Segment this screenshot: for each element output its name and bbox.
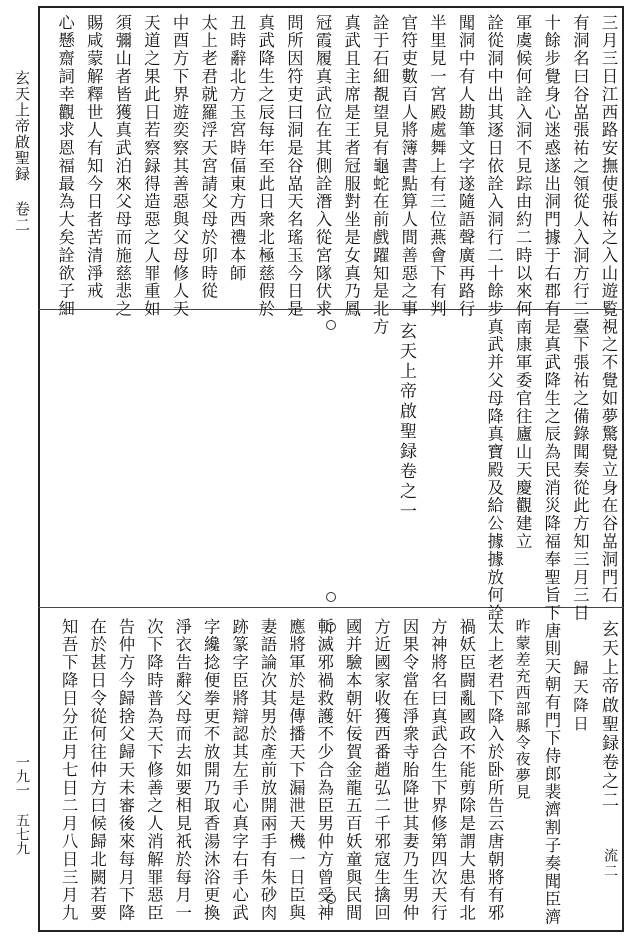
text-column: 妻語論次其男於產前放開兩手有朱砂肉 bbox=[258, 618, 277, 923]
volume-one-end-title: 玄天上帝啟聖録卷之一 bbox=[396, 322, 416, 522]
text-column: 方神將名曰真武合生下界修第四次天行 bbox=[428, 618, 448, 923]
text-column: 唐則天朝有門下侍郎裴濟割子奏聞臣濟 bbox=[542, 622, 561, 927]
book-title: 玄天上帝啟聖録 卷二 bbox=[13, 70, 31, 233]
text-column: 詮于石細覩望見有龜蛇在前戲躍知是北方 bbox=[370, 14, 390, 337]
text-column: 在於甚日令從何往仲方曰候歸北闕若要 bbox=[87, 618, 107, 923]
text-column: 聞洞中有人勘筆文字遂隨語聲廣再路行 bbox=[456, 14, 475, 319]
text-column: 次下降時普為天下修善之人消解罪惡臣 bbox=[144, 618, 164, 923]
text-column: 知吾下降日分正月七日二月八日三月九 bbox=[59, 618, 79, 923]
text-column: 須彌山者皆獲真武泊來父母而施慈悲之 bbox=[112, 14, 132, 319]
chapter-title: 歸天降日 bbox=[571, 660, 589, 734]
text-column: 跡篆字臣將辯認其左手心真字右手心武 bbox=[229, 618, 249, 923]
corner-mark: 流二 bbox=[602, 848, 618, 880]
text-column: 真武并父母降真寶殿及給公據據放何詮 bbox=[484, 318, 504, 623]
text-column: 告仲方今歸捨父歸天未審後來每月下降 bbox=[116, 618, 135, 923]
text-column: 禍妖臣闘亂國政不能剪除是謂大患有北 bbox=[456, 618, 476, 923]
text-column: 冠霞履真武位在其側詮潛入從宮隊伏求 bbox=[313, 14, 332, 319]
text-column: 真武降生之辰每年至此日衆北極慈假於 bbox=[255, 14, 275, 319]
text-column: 真武且主席是王者冠服對坐是女真乃鳳 bbox=[341, 14, 361, 319]
text-column: 軍虞候何詮入洞不見踪由約二時以來何 bbox=[513, 14, 533, 319]
text-column: 國并驗本朝奸佞賀金龍五百妖童與民間 bbox=[343, 618, 363, 923]
text-column: 太上老君下降入於卧所告云唐朝將有邪 bbox=[485, 618, 505, 923]
text-column: 有洞名曰谷嵓張祐之領從人入洞方行二 bbox=[570, 14, 590, 319]
text-column: 半里見一宮殿處舞上有三位燕會下有判 bbox=[427, 14, 447, 319]
binding-hole-icon bbox=[326, 592, 336, 602]
text-column: 賜咸蒙解釋世人有知今日者苦清淨戒 bbox=[84, 14, 104, 301]
text-column: 天道之果此日若察録得造惡之人罪重如 bbox=[141, 14, 161, 319]
binding-hole-icon bbox=[326, 320, 336, 330]
text-column: 心懸齋詞幸觀求恩福最為大矣詮欲子細 bbox=[55, 14, 75, 319]
text-column: 中酉方下界遊奕察其善惡與父母修人天 bbox=[170, 14, 189, 319]
text-column: 太上老君就羅浮天宮請父母於卯時從 bbox=[198, 14, 218, 301]
text-column: 視之不覺如夢驚覺立身在谷嵓洞門石 bbox=[599, 318, 618, 605]
text-column: 三月三日江西路安撫使張祐之入山遊覧 bbox=[599, 14, 618, 319]
text-column: 臺下張祐之備錄聞奏從此方知三月三日 bbox=[570, 318, 590, 623]
text-column: 字纔捻便拳更不放開乃取香湯沐浴更換 bbox=[201, 618, 221, 923]
text-column: 十餘步覺身心迷惑遂出洞門據于右郡有 bbox=[541, 14, 561, 319]
text-column: 南康軍委官往廬山天慶觀建立 bbox=[513, 318, 533, 551]
text-column: 應將軍於是傳播天下漏泄天機一日臣與 bbox=[286, 618, 306, 923]
text-column: 淨衣告辭父母而去如要相見祇於每月一 bbox=[172, 618, 192, 923]
volume-two-heading: 玄天上帝啟聖録卷之二 bbox=[598, 620, 618, 810]
page-number: 一九一 五七九 bbox=[14, 755, 30, 855]
text-column: 昨蒙差充西部縣令夜夢見 bbox=[513, 618, 532, 801]
text-column: 詮從洞中出其逐日依詮入洞行二十餘步 bbox=[484, 14, 504, 319]
text-column: 斬滅邪禍救護不少合為臣男仲方曾受神 bbox=[314, 618, 334, 923]
text-column: 問所因符吏曰洞是谷嵓天名瑤玉今日是 bbox=[284, 14, 304, 319]
text-column: 因果令當在淨衆寺胎降世其妻乃生男仲 bbox=[400, 618, 419, 923]
text-column: 方近國家收獲西番趙弘二千邪寇生擒回 bbox=[371, 618, 391, 923]
text-column: 丑時辭北方玉宮時偪東方西禮本師 bbox=[227, 14, 247, 283]
text-column: 是真武降生之辰為民消災降福奉聖旨下 bbox=[541, 318, 561, 623]
text-column: 官符吏數百人將簿書點算人間善惡之事 bbox=[398, 14, 418, 319]
